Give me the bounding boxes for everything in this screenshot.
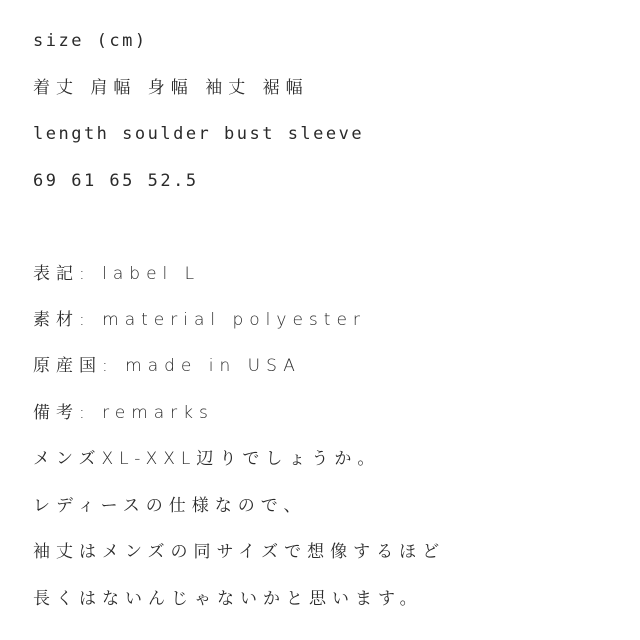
remark-line-3: 袖丈はメンズの同サイズで想像するほど	[33, 542, 446, 562]
country-of-origin-line: 原産国: made in USA	[33, 356, 301, 376]
remark-line-4: 長くはないんじゃないかと思います。	[33, 589, 423, 609]
remarks-heading: 備考: remarks	[33, 403, 214, 423]
size-heading: size (cm)	[33, 31, 148, 51]
label-size-line: 表記: label L	[33, 264, 201, 284]
material-line: 素材: material polyester	[33, 310, 366, 330]
measurement-values: 69 61 65 52.5	[33, 171, 199, 191]
measurement-labels-english: length soulder bust sleeve	[33, 124, 365, 144]
remark-line-1: メンズXL-XXL辺りでしょうか。	[33, 449, 381, 469]
remark-line-2: レディースの仕様なので、	[33, 496, 307, 516]
measurement-labels-japanese: 着丈 肩幅 身幅 袖丈 裾幅	[33, 78, 309, 98]
